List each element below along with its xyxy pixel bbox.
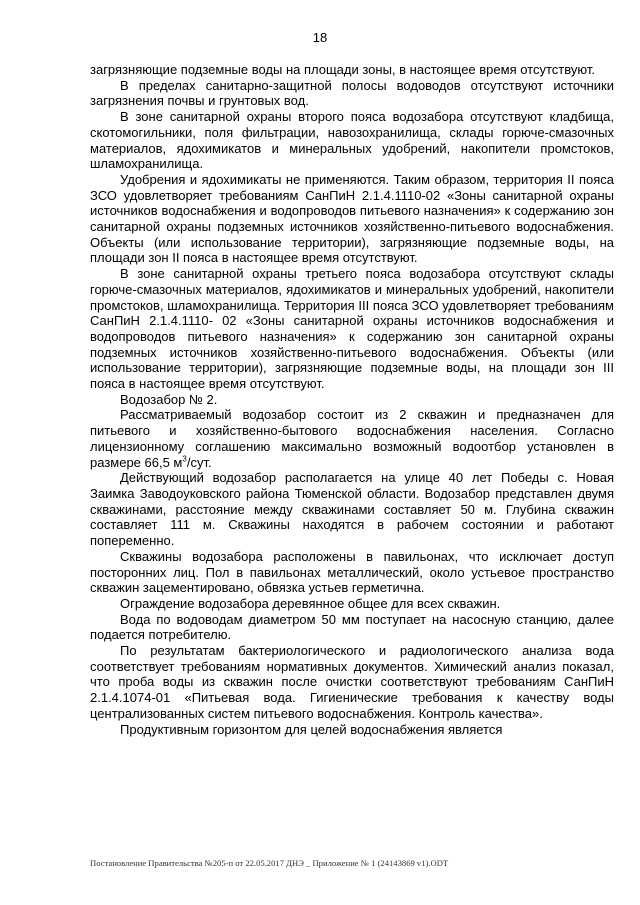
unit-superscript: 3 xyxy=(182,454,187,464)
section-heading: Водозабор № 2. xyxy=(120,391,218,407)
paragraph: загрязняющие подземные воды на площади зоны, в настоящее время отсутствуют. xyxy=(90,62,595,77)
paragraph-text: Рассматриваемый водозабор состоит из 2 скважин и предназначен для питьевого и хозяйственно-бытового водоснабжения населения. Согласно лицензионному соглашению максимально возможный водоотбор установлен в размере 66,5 м xyxy=(90,407,614,470)
paragraph: Скважины водозабора расположены в павильонах, что исключает доступ посторонних лиц. Пол в павильонах металлический, около устьевое пространство скважин зацементировано, обвязка устьев герметична. xyxy=(90,548,614,596)
paragraph: В зоне санитарной охраны второго пояса водозабора отсутствуют кладбища, скотомогильники, поля фильтрации, навозохранилища, склады горюче-смазочных материалов, ядохимикатов и минеральных удобрений, накопители промстоков, шламохранилища. xyxy=(90,109,614,172)
unit-tail: /сут. xyxy=(186,454,212,470)
paragraph: В зоне санитарной охраны третьего пояса водозабора отсутствуют склады горюче-смазочных материалов, ядохимикатов и минеральных удобрений, накопители промстоков, шламохранилища. Территория III пояса ЗСО удовлетворяет требованиям СанПиН 2.1.4.1110- 02 «Зоны санитарной охраны источников водоснабжения и водопроводов питьевого назначения» к содержанию зон санитарной охраны подземных источников хозяйственно-питьевого водоснабжения. Объекты (или использование территории), загрязняющие подземные воды, на площади зон III пояса в настоящее время отсутствуют. xyxy=(90,266,614,392)
document-body xyxy=(90,62,614,737)
paragraph: Удобрения и ядохимикаты не применяются. Таким образом, территория II пояса ЗСО удовлетворяет требованиям СанПиН 2.1.4.1110-02 «Зоны санитарной охраны источников водоснабжения и водопроводов питьевого назначения» к содержанию зон санитарной охраны подземных источников хозяйственно-питьевого водоснабжения. Объекты (или использование территории), загрязняющие подземные воды, на площади зон II пояса в настоящее время отсутствуют. xyxy=(90,171,614,266)
paragraph: Ограждение водозабора деревянное общее для всех скважин. xyxy=(120,595,501,611)
page-footer: Постановление Правительства №205-п от 22.05.2017 ДНЭ _ Приложение № 1 (24143869 v1).ODT xyxy=(90,858,449,868)
paragraph: Вода по водоводам диаметром 50 мм поступает на насосную станцию, далее подается потребителю. xyxy=(90,611,614,643)
paragraph xyxy=(90,407,614,470)
paragraph: Продуктивным горизонтом для целей водоснабжения является xyxy=(120,721,503,737)
paragraph: В пределах санитарно-защитной полосы водоводов отсутствуют источники загрязнения почвы и грунтовых вод. xyxy=(90,77,614,109)
paragraph: По результатам бактериологического и радиологического анализа вода соответствует требованиям нормативных документов. Химический анализ показал, что проба воды из скважин после очистки соответствуют требованиям СанПиН 2.1.4.1074-01 «Питьевая вода. Гигиенические требования к качеству воды централизованных систем питьевого водоснабжения. Контроль качества». xyxy=(90,643,614,721)
page-number: 18 xyxy=(312,30,328,45)
paragraph: Действующий водозабор располагается на улице 40 лет Победы с. Новая Заимка Заводоуковского района Тюменской области. Водозабор представлен двумя скважинами, расстояние между скважинами составляет 50 м. Глубина скважин составляет 111 м. Скважины находятся в рабочем состоянии и работают попеременно. xyxy=(90,470,614,549)
